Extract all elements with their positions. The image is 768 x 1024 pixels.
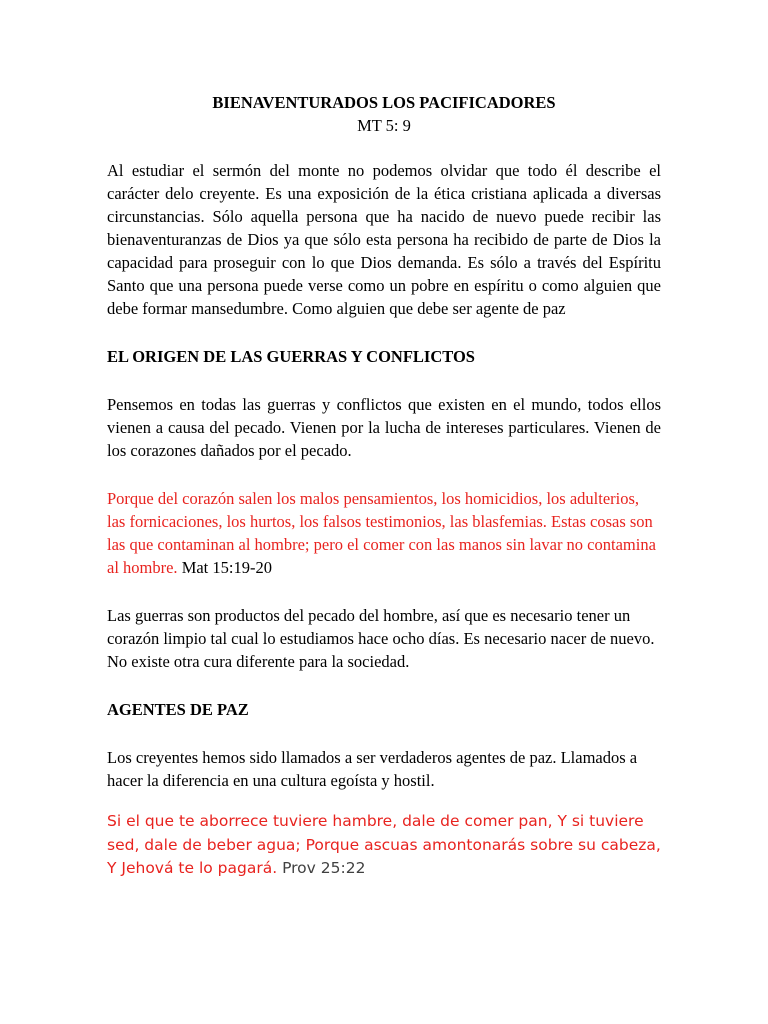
section-heading-peace: AGENTES DE PAZ	[107, 700, 249, 719]
intro-paragraph: Al estudiar el sermón del monte no podemos olvidar que todo él describe el carácter delo creyente. Es una exposición de la ética cristiana aplicada a diversas circunstancias. Sólo aquella persona que ha nacido de nuevo puede recibir las bienaventuranzas de Dios ya que sólo esta persona ha recibido de parte de Dios la capacidad para proseguir con lo que Dios demanda. Es sólo a través del Espíritu Santo que una persona puede verse como un pobre en espíritu o como alguien que debe formar mansedumbre. Como alguien que debe ser agente de paz	[107, 161, 661, 318]
quote-reference: Mat 15:19-20	[181, 558, 272, 577]
document-title: BIENAVENTURADOS LOS PACIFICADORES	[212, 93, 556, 112]
wars-paragraph: Las guerras son productos del pecado del hombre, así que es necesario tener un corazón limpio tal cual lo estudiamos hace ocho días. Es necesario nacer de nuevo. No existe otra cura diferente para la sociedad.	[107, 606, 655, 671]
peace-paragraph: Los creyentes hemos sido llamados a ser verdaderos agentes de paz. Llamados a hacer la diferencia en una cultura egoísta y hostil.	[107, 748, 638, 790]
scripture-reference: MT 5: 9	[357, 116, 411, 135]
scripture-quote-matthew	[107, 487, 661, 579]
quote-reference: Prov 25:22	[282, 859, 366, 877]
quote-text: Porque del corazón salen los malos pensamientos, los homicidios, los adulterios, las fornicaciones, los hurtos, los falsos testimonios, las blasfemias. Estas cosas son las que contaminan al hombre; pero el comer con las manos sin lavar no contamina al hombre.	[107, 489, 656, 577]
scripture-quote-proverbs	[107, 810, 661, 881]
origin-paragraph: Pensemos en todas las guerras y conflictos que existen en el mundo, todos ellos vienen a causa del pecado. Vienen por la lucha de intereses particulares. Vienen de los corazones dañados por el pecado.	[107, 395, 661, 460]
quote-text: Si el que te aborrece tuviere hambre, dale de comer pan, Y si tuviere sed, dale de beber agua; Porque ascuas amontonarás sobre su cabeza, Y Jehová te lo pagará.	[107, 812, 661, 877]
section-heading-origin: EL ORIGEN DE LAS GUERRAS Y CONFLICTOS	[107, 347, 475, 366]
title-block	[107, 91, 661, 137]
